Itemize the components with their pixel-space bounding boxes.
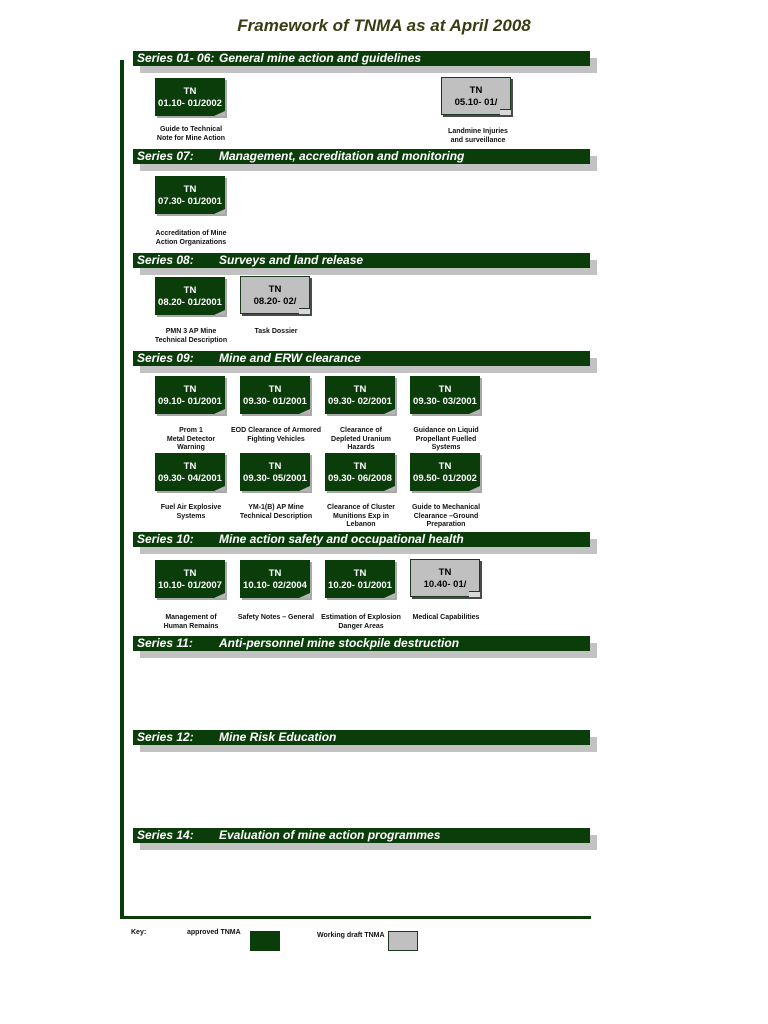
tn-caption <box>226 328 326 337</box>
tn-box-09-30-01 <box>240 376 310 414</box>
tn-box-10-10-02 <box>240 560 310 598</box>
tn-code: 10.20- 01/2001 <box>328 579 392 591</box>
series-number: Series 11: <box>137 636 193 650</box>
tn-box-05-10-01 <box>441 77 511 115</box>
series-number: Series 07: <box>137 149 194 163</box>
tn-code: 09.10- 01/2001 <box>158 395 222 407</box>
tn-code: 09.50- 01/2002 <box>413 472 477 484</box>
tn-box-09-10-01 <box>155 376 225 414</box>
tn-box-09-30-03 <box>410 376 480 414</box>
tn-prefix: TN <box>353 568 367 579</box>
tn-prefix: TN <box>469 85 483 96</box>
caption-line: Technical Description <box>154 336 228 344</box>
series-number: Series 08: <box>137 253 194 267</box>
caption-line: Prom 1 <box>179 427 203 434</box>
tn-prefix: TN <box>268 384 282 395</box>
tn-prefix: TN <box>183 184 197 195</box>
tn-box-09-30-02 <box>325 376 395 414</box>
series-title: General mine action and guidelines <box>219 51 422 65</box>
series-header-14 <box>133 828 590 843</box>
tn-prefix: TN <box>268 461 282 472</box>
caption-line: Management of <box>165 614 217 621</box>
key-approved-label: approved TNMA <box>187 929 241 936</box>
tn-code: 09.30- 02/2001 <box>328 395 392 407</box>
tn-box-08-20-02 <box>240 276 310 314</box>
tn-prefix: TN <box>268 568 282 579</box>
page-fold-icon <box>214 111 225 116</box>
tn-prefix: TN <box>183 285 197 296</box>
tn-code: 10.40- 01/ <box>423 578 467 590</box>
tn-code: 05.10- 01/ <box>454 96 498 108</box>
tn-caption <box>396 504 496 530</box>
tn-code: 08.20- 02/ <box>253 295 297 307</box>
tn-prefix: TN <box>183 461 197 472</box>
series-number: Series 01- 06: <box>137 51 215 65</box>
series-header-12 <box>133 730 590 745</box>
page-fold-icon <box>214 310 225 315</box>
key-approved-swatch <box>250 931 280 951</box>
page-fold-icon <box>469 591 480 597</box>
tn-prefix: TN <box>353 461 367 472</box>
tn-box-10-40-01 <box>410 559 480 597</box>
bottom-connector-line <box>120 916 591 919</box>
tn-box-09-30-04 <box>155 453 225 491</box>
caption-line: YM-1(B) AP Mine <box>248 504 304 511</box>
caption-line: Hazards <box>347 444 375 451</box>
caption-line: Fuel Air Explosive <box>160 504 222 511</box>
series-header-01-06 <box>133 51 590 66</box>
tn-caption <box>396 614 496 623</box>
caption-line: Danger Areas <box>338 622 384 630</box>
tn-code: 08.20- 01/2001 <box>158 296 222 308</box>
left-connector-line <box>120 60 124 918</box>
tn-caption <box>428 128 528 145</box>
key-label: Key: <box>131 929 147 936</box>
caption-line: EOD Clearance of Armored <box>231 427 321 434</box>
page-fold-icon <box>214 593 225 598</box>
caption-line: Depleted Uranium <box>331 435 391 443</box>
caption-line: Accreditation of Mine <box>155 230 227 237</box>
caption-line: Systems <box>176 512 206 520</box>
tn-prefix: TN <box>268 284 282 295</box>
page-fold-icon <box>299 409 310 414</box>
caption-line: Clearance of Cluster <box>326 504 396 511</box>
caption-line: Metal Detector <box>166 435 216 443</box>
series-header-11 <box>133 636 590 651</box>
tn-prefix: TN <box>183 86 197 97</box>
caption-line: Preparation <box>426 521 466 528</box>
series-number: Series 12: <box>137 730 194 744</box>
caption-line: PMN 3 AP Mine <box>165 328 217 335</box>
caption-line: Note for Mine Action <box>156 134 226 142</box>
series-title: Mine Risk Education <box>219 730 337 744</box>
series-title: Anti-personnel mine stockpile destruction <box>219 636 460 650</box>
tn-caption <box>396 427 496 453</box>
caption-line: Medical Capabilities <box>412 614 480 621</box>
tn-code: 09.30- 01/2001 <box>243 395 307 407</box>
series-number: Series 10: <box>137 532 194 546</box>
tn-box-01-10-01 <box>155 78 225 116</box>
page-fold-icon <box>469 409 480 414</box>
key-draft-label: Working draft TNMA <box>317 932 385 939</box>
series-header-10 <box>133 532 590 547</box>
tn-box-10-20-01 <box>325 560 395 598</box>
tn-code: 01.10- 01/2002 <box>158 97 222 109</box>
caption-line: Munitions Exp in <box>333 512 389 520</box>
page-fold-icon <box>384 486 395 491</box>
caption-line: Landmine Injuries <box>448 128 508 135</box>
caption-line: Estimation of Explosion <box>321 614 401 621</box>
tn-prefix: TN <box>353 384 367 395</box>
series-header-09 <box>133 351 590 366</box>
caption-line: Clearance –Ground <box>413 512 479 520</box>
page-fold-icon <box>469 486 480 491</box>
caption-line: Guide to Technical <box>159 126 223 133</box>
tn-prefix: TN <box>438 384 452 395</box>
tn-code: 10.10- 01/2007 <box>158 579 222 591</box>
caption-line: Fighting Vehicles <box>247 435 305 443</box>
tn-box-07-30-01 <box>155 176 225 214</box>
tn-caption <box>141 230 241 247</box>
key-draft-swatch <box>388 931 418 951</box>
page-fold-icon <box>214 486 225 491</box>
caption-line: Guidance on Liquid <box>413 427 479 434</box>
page-fold-icon <box>384 409 395 414</box>
series-title: Management, accreditation and monitoring <box>219 149 465 163</box>
caption-line: Propellant Fuelled <box>415 435 477 443</box>
series-title: Mine action safety and occupational health <box>219 532 464 546</box>
page-fold-icon <box>384 593 395 598</box>
tn-code: 09.30- 06/2008 <box>328 472 392 484</box>
diagram-title: Framework of TNMA as at April 2008 <box>237 16 531 35</box>
caption-line: Human Remains <box>163 622 219 630</box>
series-title: Evaluation of mine action programmes <box>219 828 441 842</box>
tn-code: 09.30- 05/2001 <box>243 472 307 484</box>
page-fold-icon <box>299 593 310 598</box>
caption-line: Clearance of <box>339 427 383 434</box>
series-title: Surveys and land release <box>219 253 364 267</box>
tn-code: 09.30- 03/2001 <box>413 395 477 407</box>
caption-line: Safety Notes – General <box>237 614 315 621</box>
page-fold-icon <box>500 109 511 115</box>
caption-line: and surveillance <box>450 136 506 144</box>
caption-line: Lebanon <box>346 521 376 528</box>
page-fold-icon <box>299 308 310 314</box>
tn-box-09-30-05 <box>240 453 310 491</box>
tn-prefix: TN <box>183 384 197 395</box>
page-fold-icon <box>214 209 225 214</box>
series-header-08 <box>133 253 590 268</box>
tn-box-09-50-01 <box>410 453 480 491</box>
caption-line: Technical Description <box>239 512 313 520</box>
series-number: Series 14: <box>137 828 194 842</box>
tn-code: 09.30- 04/2001 <box>158 472 222 484</box>
tn-box-08-20-01 <box>155 277 225 315</box>
caption-line: Action Organizations <box>155 238 227 246</box>
tn-code: 07.30- 01/2001 <box>158 195 222 207</box>
page-fold-icon <box>299 486 310 491</box>
caption-line: Warning <box>177 444 205 451</box>
tn-box-09-30-06 <box>325 453 395 491</box>
series-number: Series 09: <box>137 351 194 365</box>
tn-prefix: TN <box>438 567 452 578</box>
caption-line: Task Dossier <box>254 328 298 335</box>
series-header-07 <box>133 149 590 164</box>
tn-prefix: TN <box>438 461 452 472</box>
tn-box-10-10-01 <box>155 560 225 598</box>
tn-code: 10.10- 02/2004 <box>243 579 307 591</box>
tn-prefix: TN <box>183 568 197 579</box>
caption-line: Guide to Mechanical <box>411 504 481 511</box>
series-title: Mine and ERW clearance <box>219 351 361 365</box>
tn-caption <box>141 126 241 143</box>
page-fold-icon <box>214 409 225 414</box>
caption-line: Systems <box>431 444 461 451</box>
